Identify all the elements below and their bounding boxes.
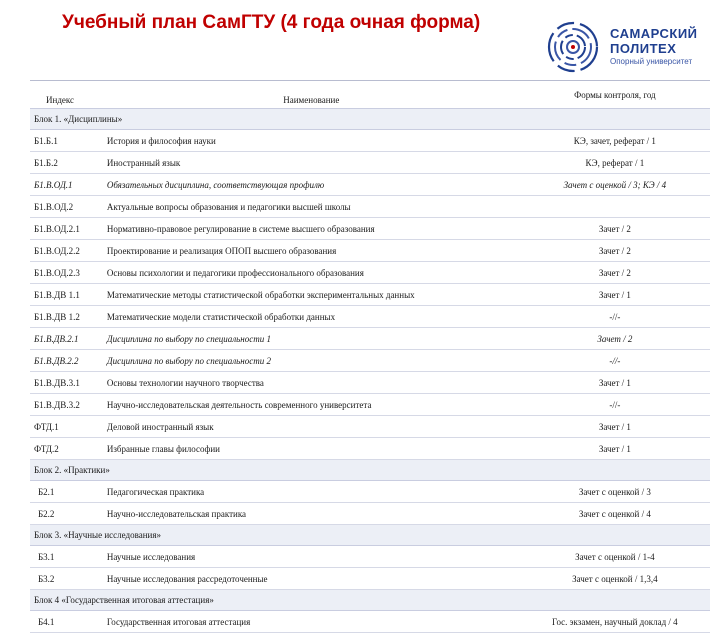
cell-name: Основы психологии и педагогики профессионального образования [103, 262, 520, 284]
cell-name: Педагогическая практика [103, 481, 520, 503]
cell-name: Научные исследования [103, 546, 520, 568]
cell-name: Актуальные вопросы образования и педагогики высшей школы [103, 196, 520, 218]
cell-form: Зачет / 1 [520, 416, 710, 438]
header-name: Наименование [103, 81, 520, 109]
cell-code: Б1.В.ДВ.2.1 [30, 328, 103, 350]
cell-code: Б2.1 [30, 481, 103, 503]
cell-code: Б1.В.ДВ 1.1 [30, 284, 103, 306]
block-label: Блок 1. «Дисциплины» [30, 109, 710, 130]
cell-code: Б4.1 [30, 611, 103, 633]
cell-code: Б3.1 [30, 546, 103, 568]
cell-form: -//- [520, 350, 710, 372]
table-row [30, 196, 710, 218]
curriculum-table [30, 80, 710, 633]
table-row [30, 306, 710, 328]
cell-name: Научные исследования рассредоточенные [103, 568, 520, 590]
cell-name: Основы технологии научного творчества [103, 372, 520, 394]
table-row [30, 350, 710, 372]
cell-form: Гос. экзамен, научный доклад / 4 [520, 611, 710, 633]
page-title: Учебный план СамГТУ (4 года очная форма) [62, 12, 481, 33]
cell-form: Зачет / 2 [520, 240, 710, 262]
cell-code: Б1.Б.2 [30, 152, 103, 174]
cell-name: Научно-исследовательская деятельность современного университета [103, 394, 520, 416]
cell-code: ФТД.1 [30, 416, 103, 438]
cell-form: Зачет / 2 [520, 262, 710, 284]
cell-form: Зачет / 1 [520, 372, 710, 394]
table-row [30, 152, 710, 174]
table-row [30, 611, 710, 633]
cell-name: Обязательных дисциплина, соответствующая профилю [103, 174, 520, 196]
cell-code: Б1.В.ОД.2.2 [30, 240, 103, 262]
cell-name: Государственная итоговая аттестация [103, 611, 520, 633]
block-header-row [30, 460, 710, 481]
table-row [30, 240, 710, 262]
table-row [30, 546, 710, 568]
table-row [30, 262, 710, 284]
university-logo [546, 20, 714, 80]
cell-name: Дисциплина по выбору по специальности 1 [103, 328, 520, 350]
logo-tagline: Опорный университет [610, 57, 693, 66]
cell-form: -//- [520, 306, 710, 328]
cell-name: История и философия науки [103, 130, 520, 152]
table-row [30, 416, 710, 438]
cell-code: Б1.В.ОД.1 [30, 174, 103, 196]
header-code: Индекс [30, 81, 103, 109]
cell-form: Зачет / 1 [520, 284, 710, 306]
cell-name: Дисциплина по выбору по специальности 2 [103, 350, 520, 372]
block-label: Блок 4 «Государственная итоговая аттестация» [30, 590, 710, 611]
cell-form [520, 196, 710, 218]
cell-form: Зачет с оценкой / 3; КЭ / 4 [520, 174, 710, 196]
table-row [30, 284, 710, 306]
cell-code: Б1.В.ДВ.2.2 [30, 350, 103, 372]
table-row [30, 481, 710, 503]
block-header-row [30, 109, 710, 130]
cell-code: Б1.В.ОД.2 [30, 196, 103, 218]
cell-form: Зачет с оценкой / 1,3,4 [520, 568, 710, 590]
cell-code: Б1.В.ДВ.3.2 [30, 394, 103, 416]
block-header-row [30, 590, 710, 611]
table-row [30, 130, 710, 152]
cell-form: КЭ, зачет, реферат / 1 [520, 130, 710, 152]
cell-name: Научно-исследовательская практика [103, 503, 520, 525]
logo-line-1: САМАРСКИЙ [610, 26, 698, 41]
cell-name: Математические модели статистической обработки данных [103, 306, 520, 328]
cell-code: Б1.Б.1 [30, 130, 103, 152]
cell-name: Иностранный язык [103, 152, 520, 174]
cell-code: Б1.В.ДВ 1.2 [30, 306, 103, 328]
cell-form: -//- [520, 394, 710, 416]
cell-name: Проектирование и реализация ОПОП высшего образования [103, 240, 520, 262]
table-row [30, 503, 710, 525]
cell-form: КЭ, реферат / 1 [520, 152, 710, 174]
table-header-row [30, 81, 710, 109]
table-row [30, 394, 710, 416]
table-row [30, 328, 710, 350]
block-header-row [30, 525, 710, 546]
block-label: Блок 3. «Научные исследования» [30, 525, 710, 546]
cell-code: Б2.2 [30, 503, 103, 525]
cell-code: Б3.2 [30, 568, 103, 590]
cell-form: Зачет / 1 [520, 438, 710, 460]
cell-form: Зачет с оценкой / 3 [520, 481, 710, 503]
table-row [30, 372, 710, 394]
cell-name: Деловой иностранный язык [103, 416, 520, 438]
cell-name: Нормативно-правовое регулирование в системе высшего образования [103, 218, 520, 240]
cell-form: Зачет с оценкой / 1-4 [520, 546, 710, 568]
table-row [30, 174, 710, 196]
cell-name: Математические методы статистической обработки экспериментальных данных [103, 284, 520, 306]
cell-name: Избранные главы философии [103, 438, 520, 460]
logo-line-2: ПОЛИТЕХ [610, 41, 677, 56]
cell-form: Зачет / 2 [520, 328, 710, 350]
table-row [30, 218, 710, 240]
block-label: Блок 2. «Практики» [30, 460, 710, 481]
table-row [30, 568, 710, 590]
cell-form: Зачет с оценкой / 4 [520, 503, 710, 525]
cell-code: Б1.В.ДВ.3.1 [30, 372, 103, 394]
header-form: Формы контроля, год [520, 81, 710, 109]
cell-form: Зачет / 2 [520, 218, 710, 240]
cell-code: Б1.В.ОД.2.1 [30, 218, 103, 240]
cell-code: Б1.В.ОД.2.3 [30, 262, 103, 284]
cell-code: ФТД.2 [30, 438, 103, 460]
table-row [30, 438, 710, 460]
samara-polytech-logo-icon [546, 20, 600, 74]
